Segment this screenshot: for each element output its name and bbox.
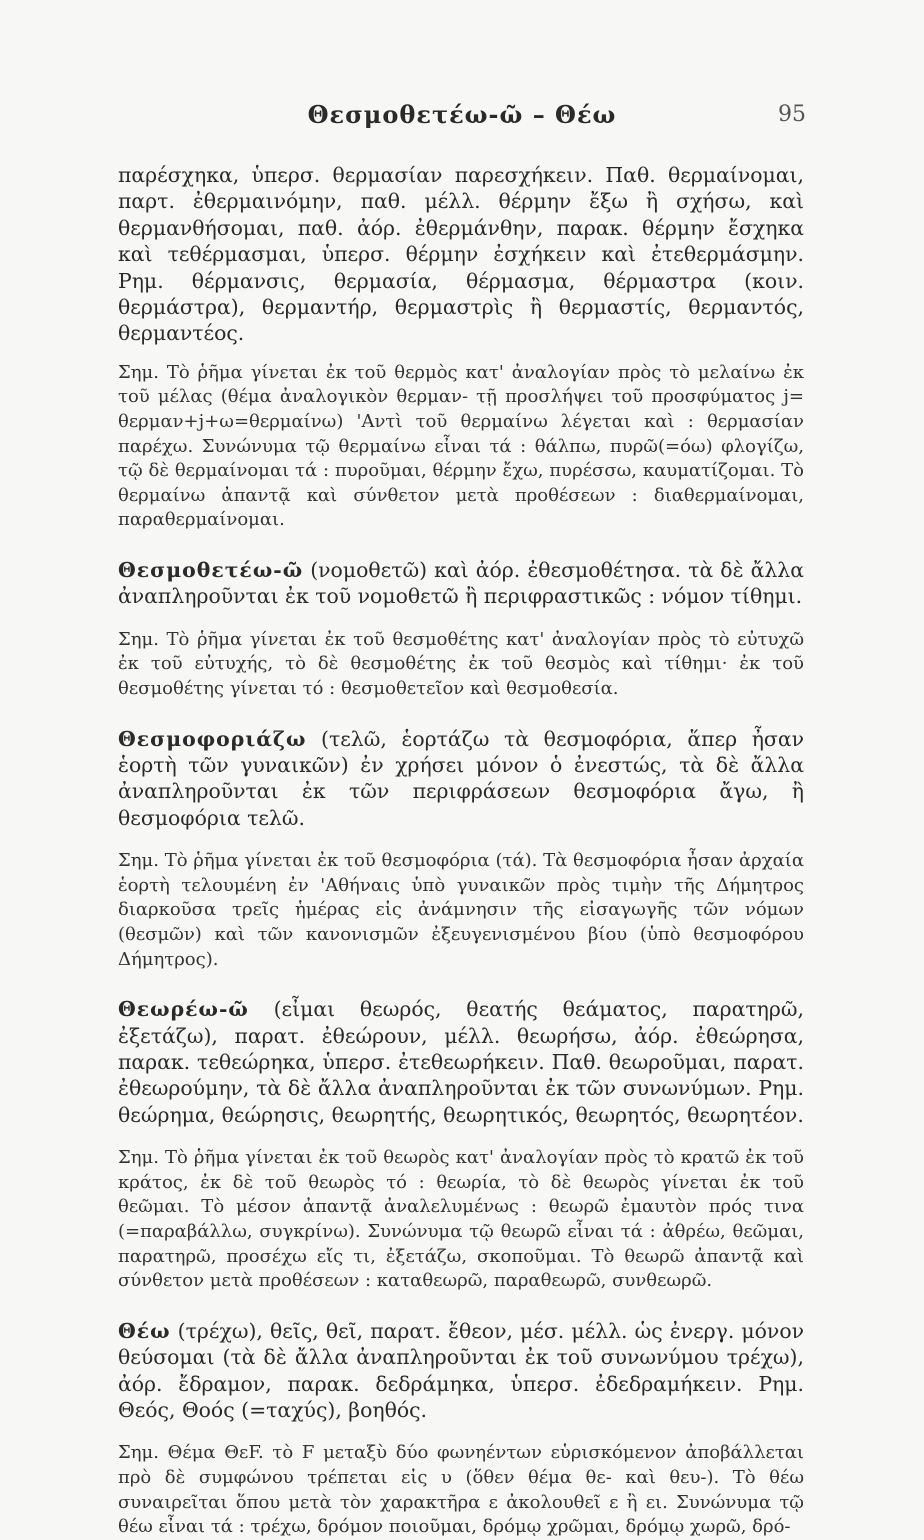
entry-text: παρέσχηκα, ὑπερσ. θερμασίαν παρεσχήκειν. Παθ. θερμαίνομαι, παρτ. ἐθερμαινόμην, παθ. μέλλ. θέρμην ἔξω ἢ σχήσω, καὶ θερμανθήσομαι, παθ. ἀόρ. ἐθερμάνθην, παρακ. θέρμην ἔσχηκα καὶ τεθέρμασμαι, ὑπερσ. θέρμην ἐσχήκειν καὶ ἐτεθερμάσμην. Ρημ. θέρμανσις, θερμασία, θέρμασμα, θέρμαστρα (κοιν. θερμάστρα), θερμαντήρ, θερμαστρὶς ἢ θερμαστίς, θερμαντός, θερμαντέος. (118, 163, 804, 346)
entry-text: (νομοθετῶ) καὶ ἀόρ. ἐθεσμοθέτησα. τὰ δὲ ἄλλα ἀναπληροῦνται ἐκ τοῦ νομοθετῶ ἢ περιφραστικῶς : νόμον τίθημι. (118, 558, 804, 609)
page-number: 95 (778, 102, 806, 127)
note-text: Σημ. Τὸ ῥῆμα γίνεται ἐκ τοῦ θερμὸς κατ' ἀναλογίαν πρὸς τὸ μελαίνω ἐκ τοῦ μέλας (θέμα ἀναλογικὸν θερμαν- τῇ προσλήψει τοῦ προσφύματος j= θερμαν+j+ω=θερμαίνω) 'Αντὶ τοῦ θερμαίνω λέγεται καὶ : θερμασίαν παρέχω. Συνώνυμα τῷ θερμαίνω εἶναι τά : θάλπω, πυρῶ(=όω) φλογίζω, τῷ δὲ θερμαίνομαι τά : πυροῦμαι, θέρμην ἔχω, πυρέσσω, καυματίζομαι. Τὸ θερμαίνω ἀπαντᾷ καὶ σύνθετον μετὰ προθέσεων : διαθερμαίνομαι, παραθερμαίνομαι. (118, 361, 804, 531)
entry-text: (τελῶ, ἑορτάζω τὰ θεσμοφόρια, ἅπερ ἦσαν ἑορτὴ τῶν γυναικῶν) ἐν χρήσει μόνον ὁ ἐνεστώς, τὰ δὲ ἄλλα ἀναπληροῦνται ἐκ τῶν περιφράσεων θεσμοφόρια ἄγω, ἢ θεσμοφόρια τελῶ. (118, 726, 804, 830)
entry-theorew (118, 996, 804, 1128)
entry-thesmothetew (118, 557, 804, 610)
entry-text: (εἶμαι θεωρός, θεατής θεάματος, παρατηρῶ, ἐξετάζω), παρατ. ἐθεώρουν, μέλλ. θεωρήσω, ἀόρ. ἐθεώρησα, παρακ. τεθεώρηκα, ὑπερσ. ἐτεθεωρήκειν. Παθ. θεωροῦμαι, παρατ. ἐθεωρούμην, τὰ δὲ ἄλλα ἀναπληροῦνται ἐκ τῶν συνωνύμων. Ρημ. θεώρημα, θεώρησις, θεωρητής, θεωρητικός, θεωρητός, θεωρητέον. (118, 997, 804, 1127)
running-head: Θεσμοθετέω-ῶ – Θέω (307, 100, 617, 129)
note-thesmophoriazo (118, 849, 804, 972)
entry-thew (118, 1318, 804, 1424)
note-text: Σημ. Τὸ ῥῆμα γίνεται ἐκ τοῦ θεσμοθέτης κατ' ἀναλογίαν πρὸς τὸ εὐτυχῶ ἐκ τοῦ εὐτυχής, τὸ δὲ θεσμοθέτης ἐκ τοῦ θεσμὸς καὶ τίθημι· ἐκ τοῦ θεσμοθέτης γίνεται τό : θεσμοθετεῖον καὶ θεσμοθεσία. (118, 628, 804, 699)
lemma-headword: Θεσμοφοριάζω (118, 726, 307, 751)
note-thesmothetew (118, 628, 804, 702)
entry-thesmophoriazo (118, 726, 804, 832)
note-thew (118, 1441, 804, 1539)
page-body (118, 162, 804, 1540)
entry-continuation (118, 162, 804, 347)
note-thermaino (118, 361, 804, 533)
entry-text: (τρέχω), θεῖς, θεῖ, παρατ. ἔθεον, μέσ. μέλλ. ὡς ἐνεργ. μόνον θεύσομαι (τὰ δὲ ἄλλα ἀναπληροῦνται ἐκ τοῦ συνωνύμου τρέχω), ἀόρ. ἔδραμον, παρακ. δεδράμηκα, ὑπερσ. ἐδεδραμήκειν. Ρημ. Θεός, Θοός (=ταχύς), βοηθός. (118, 1318, 804, 1422)
lemma-headword: Θεσμοθετέω-ῶ (118, 558, 304, 582)
note-theorew (118, 1146, 804, 1294)
note-text: Σημ. Τὸ ῥῆμα γίνεται ἐκ τοῦ θεσμοφόρια (τά). Τὰ θεσμοφόρια ἦσαν ἀρχαία ἑορτὴ τελουμένη ἐν 'Αθήναις ὑπὸ γυναικῶν πρὸς τιμὴν τῆς Δήμητρος διαρκοῦσα τρεῖς ἡμέρας εἰς ἀνάμνησιν τῆς εἰσαγωγῆς τῶν νόμων (θεσμῶν) καὶ τῶν κανονισμῶν ἐξευγενισμένου βίου (ὑπὸ θεσμοφόρου Δήμητρος). (118, 850, 804, 970)
note-text: Σημ. Τὸ ῥῆμα γίνεται ἐκ τοῦ θεωρὸς κατ' ἀναλογίαν πρὸς τὸ κρατῶ ἐκ τοῦ κράτος, ἐκ δὲ τοῦ θεωρὸς τό : θεωρία, τὸ δὲ θεωρὸς γίνεται ἐκ τοῦ θεῶμαι. Τὸ μέσον ἀπαντᾷ ἀναλελυμένως : θεωρῶ ἐμαυτὸν πρός τινα (=παραβάλλω, συγκρίνω). Συνώνυμα τῷ θεωρῶ εἶναι τά : ἀθρέω, θεῶμαι, παρατηρῶ, προσέχω εἴς τι, ἐξετάζω, σκοποῦμαι. Τὸ θεωρῶ ἀπαντᾷ καὶ σύνθετον μετὰ προθέσεων : καταθεωρῶ, παραθεωρῶ, συνθεωρῶ. (118, 1147, 804, 1292)
note-text: Σημ. Θέμα ΘεF. τὸ F μεταξὺ δύο φωνηέντων εὑρισκόμενον ἀποβάλλεται πρὸ δὲ συμφώνου τρέπεται εἰς υ (ὅθεν θέμα θε- καὶ θευ-). Τὸ θέω συναιρεῖται ὅπου μετὰ τὸν χαρακτῆρα ε ἀκολουθεῖ ε ἢ ει. Συνώνυμα τῷ θέω εἶναι τά : τρέχω, δρόμον ποιοῦμαι, δρόμῳ χρῶμαι, δρόμῳ χωρῶ, δρό- (118, 1442, 804, 1538)
lemma-headword: Θεωρέω-ῶ (118, 997, 249, 1022)
page-header (0, 96, 924, 136)
lemma-headword: Θέω (118, 1318, 171, 1343)
